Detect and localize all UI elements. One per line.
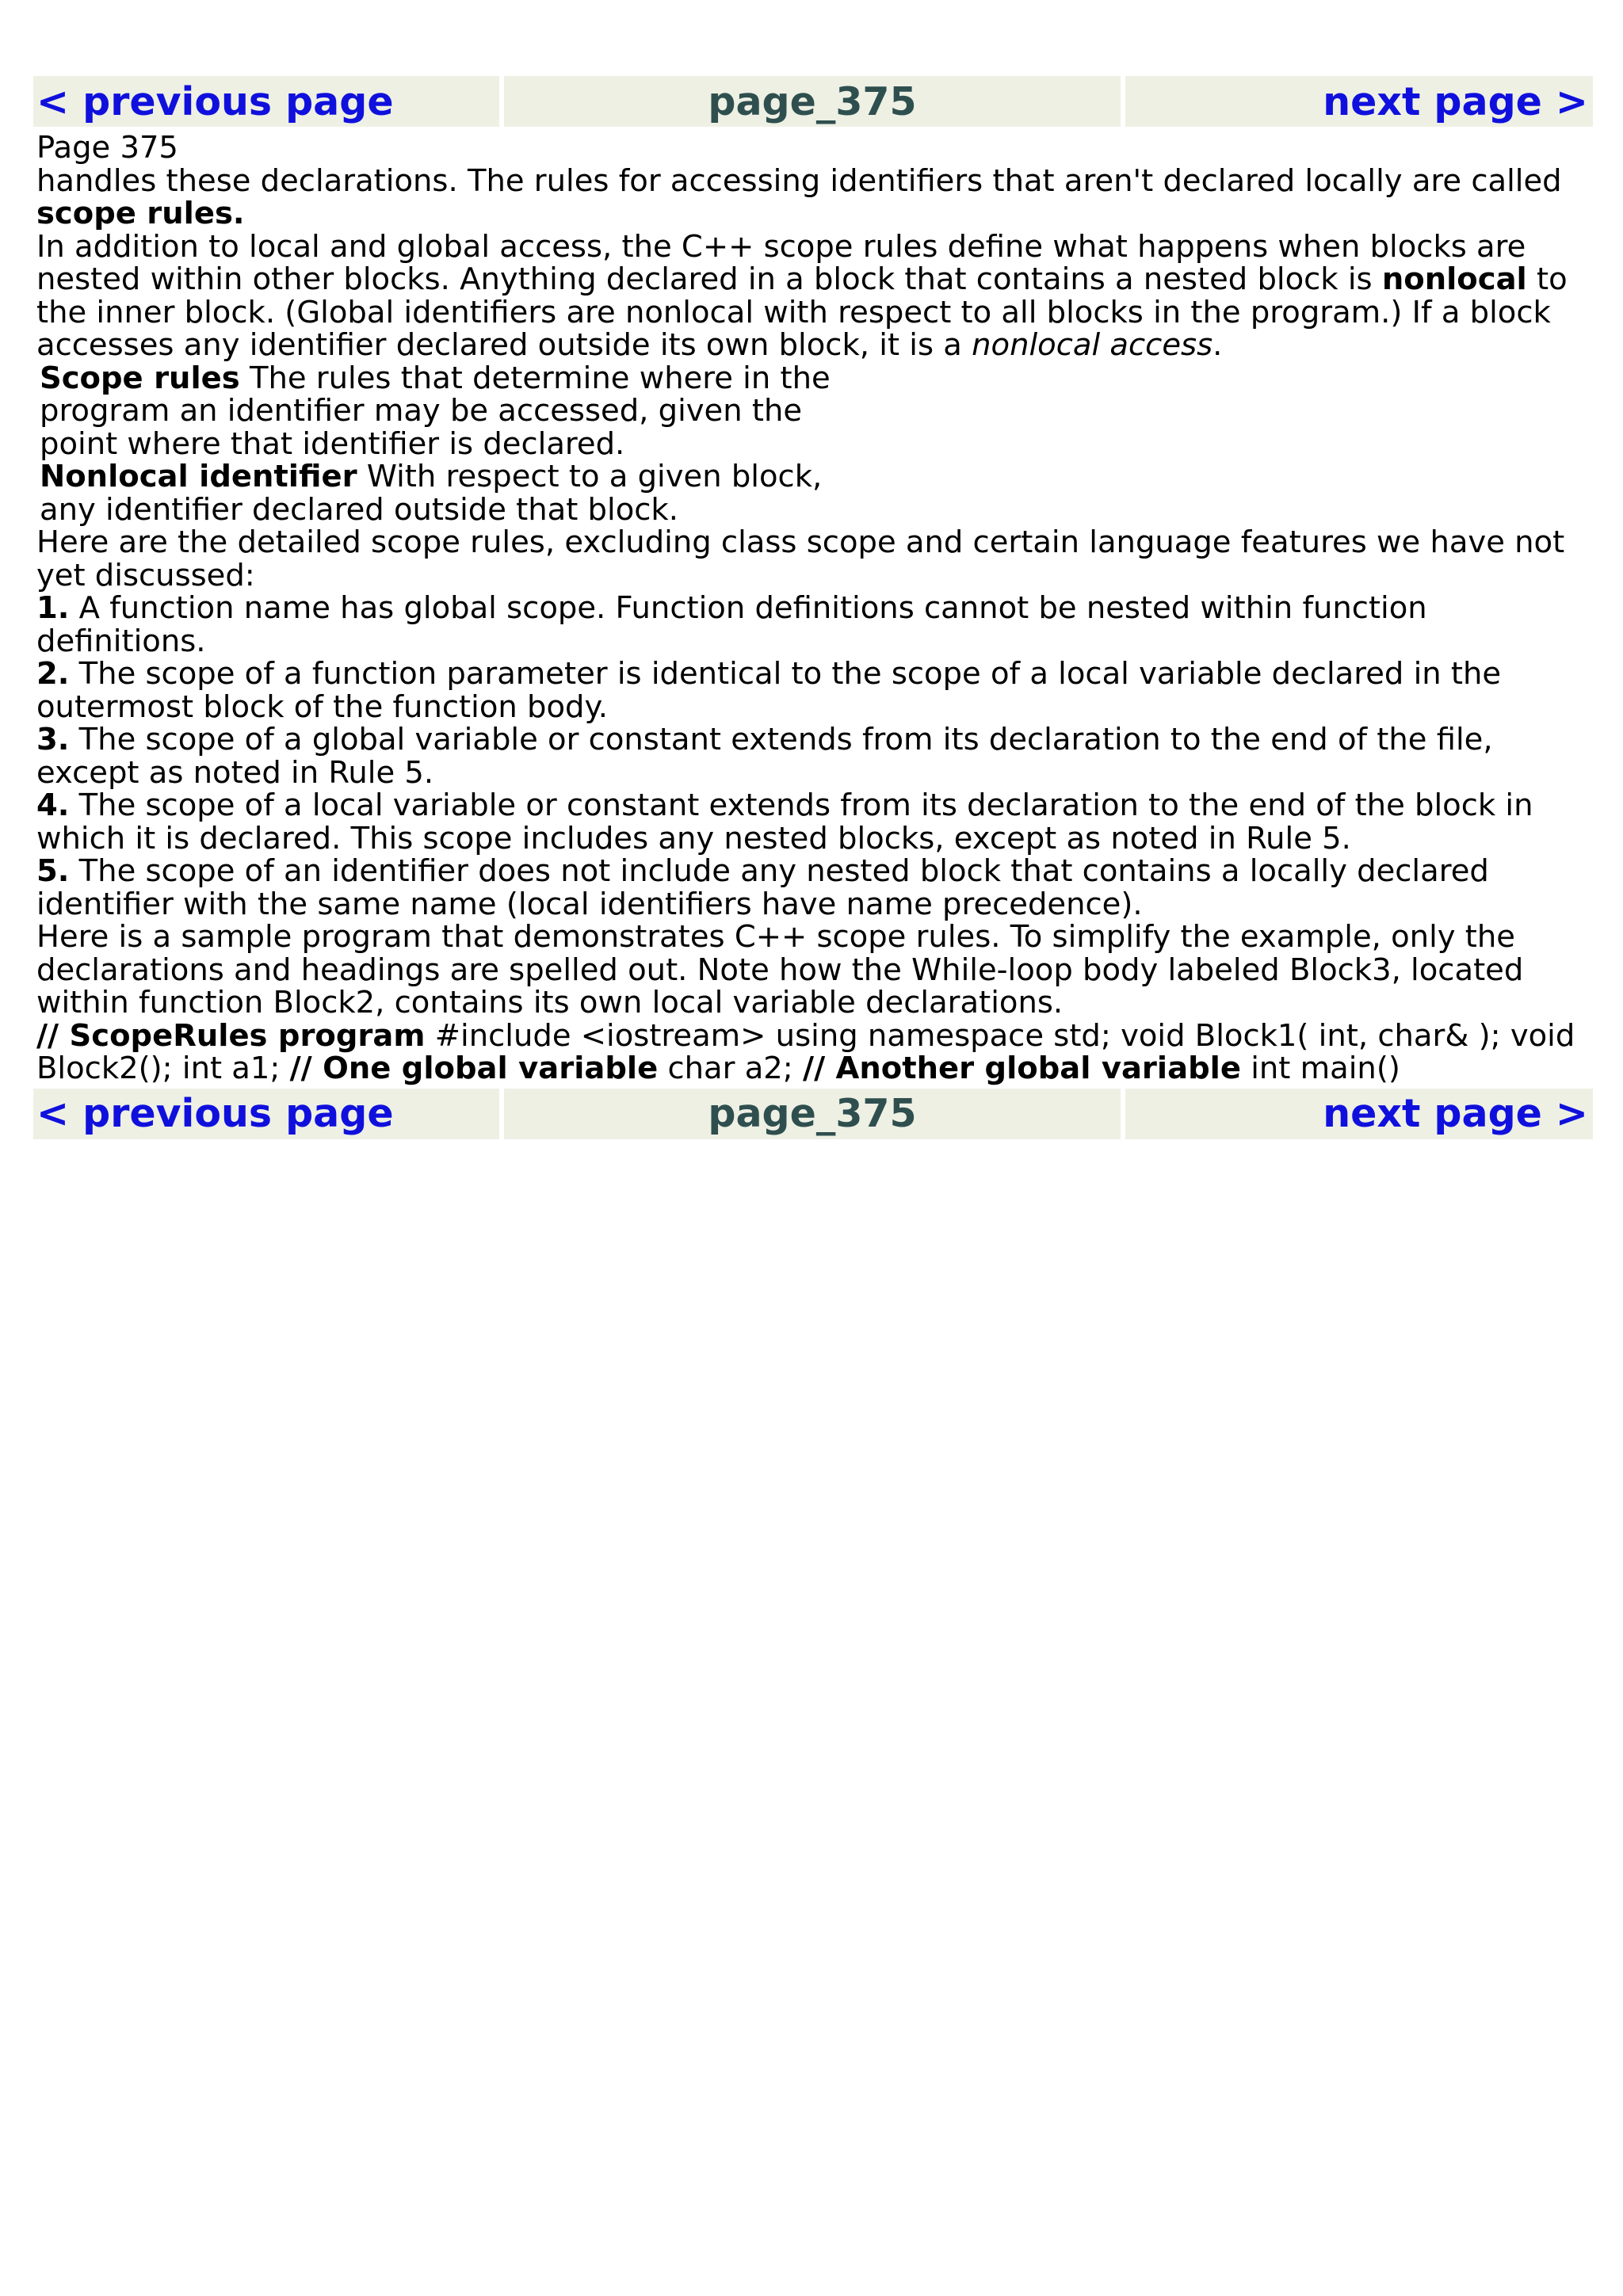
rule-text: The scope of an identifier does not include any nested block that contains a locally declared identifier with the same name (local identifiers have name precedence). (36, 853, 1489, 922)
rule-text: The scope of a global variable or constant extends from its declaration to the end of the file, except as noted in Rule 5. (36, 722, 1493, 791)
intro-bold-term: scope rules. (36, 196, 245, 231)
definition-scope-rules (36, 362, 840, 461)
rule-number: 4. (36, 788, 70, 823)
rule-text: A function name has global scope. Function definitions cannot be nested within function definitions. (36, 590, 1427, 659)
nonlocal-access-term: nonlocal access (972, 327, 1213, 363)
nonlocal-paragraph-end: . (1212, 327, 1223, 363)
rule-number: 1. (36, 590, 70, 626)
nonlocal-paragraph-part1: In addition to local and global access, the C++ scope rules define what happens when blocks are nested within other blocks. Anything declared in a block that contains a nested block is (36, 228, 1526, 297)
definition-text: With respect to a given block, any identifier declared outside that block. (40, 459, 823, 528)
nonlocal-paragraph-part2: to the inner block. (Global identifiers are nonlocal with respect to all blocks in the program.) If a block accesses any identifier declared outside its own block, it is a (36, 261, 1568, 363)
rule-text: The scope of a local variable or constant extends from its declaration to the end of the block in which it is declared. This scope includes any nested blocks, except as noted in Rule 5. (36, 788, 1533, 856)
nonlocal-bold-term: nonlocal (1381, 261, 1527, 297)
previous-page-link[interactable]: < previous page (33, 1089, 499, 1139)
page-content (33, 127, 1593, 1085)
code-text: #include <iostream> using namespace std; void Block1( int, char& ); void Block2(); int a1; (36, 1017, 1575, 1086)
top-navigation-bar (33, 76, 1593, 127)
rule-item (36, 855, 1593, 921)
nonlocal-paragraph (36, 228, 1593, 363)
definition-nonlocal-identifier (36, 460, 840, 526)
definition-term: Nonlocal identifier (40, 459, 357, 494)
rule-number: 2. (36, 656, 70, 692)
rule-item (36, 658, 1593, 723)
page (33, 76, 1593, 1139)
code-comment: // One global variable (289, 1051, 659, 1086)
page-label: page_375 (504, 76, 1121, 127)
code-comment: // Another global variable (803, 1051, 1241, 1086)
intro-paragraph (36, 162, 1593, 231)
next-page-link[interactable]: next page > (1125, 76, 1593, 127)
rule-item (36, 592, 1593, 658)
rules-intro-paragraph: Here are the detailed scope rules, excluding class scope and certain language features we have not yet discussed: (36, 524, 1565, 593)
code-text: int main() (1240, 1051, 1400, 1086)
rule-number: 5. (36, 853, 70, 889)
rule-item (36, 723, 1593, 789)
bottom-navigation-bar (33, 1089, 1593, 1139)
previous-page-link[interactable]: < previous page (33, 76, 499, 127)
rule-text: The scope of a function parameter is identical to the scope of a local variable declared in the outermost block of the function body. (36, 656, 1502, 725)
definition-text: The rules that determine where in the program an identifier may be accessed, given the point where that identifier is declared. (40, 360, 831, 462)
code-text: char a2; (658, 1051, 804, 1086)
page-label: page_375 (504, 1089, 1121, 1139)
rule-item (36, 789, 1593, 855)
code-listing (36, 1017, 1593, 1086)
code-comment: // ScopeRules program (36, 1017, 426, 1054)
intro-text: handles these declarations. The rules for accessing identifiers that aren't declared locally are called (36, 162, 1562, 199)
next-page-link[interactable]: next page > (1125, 1089, 1593, 1139)
rule-number: 3. (36, 722, 70, 757)
definition-term: Scope rules (40, 360, 240, 396)
page-number: Page 375 (36, 130, 178, 166)
sample-program-paragraph: Here is a sample program that demonstrates C++ scope rules. To simplify the example, only the declarations and headings are spelled out. Note how the While-loop body labeled Block3, located within function Block2, contains its own local variable declarations. (36, 919, 1524, 1020)
